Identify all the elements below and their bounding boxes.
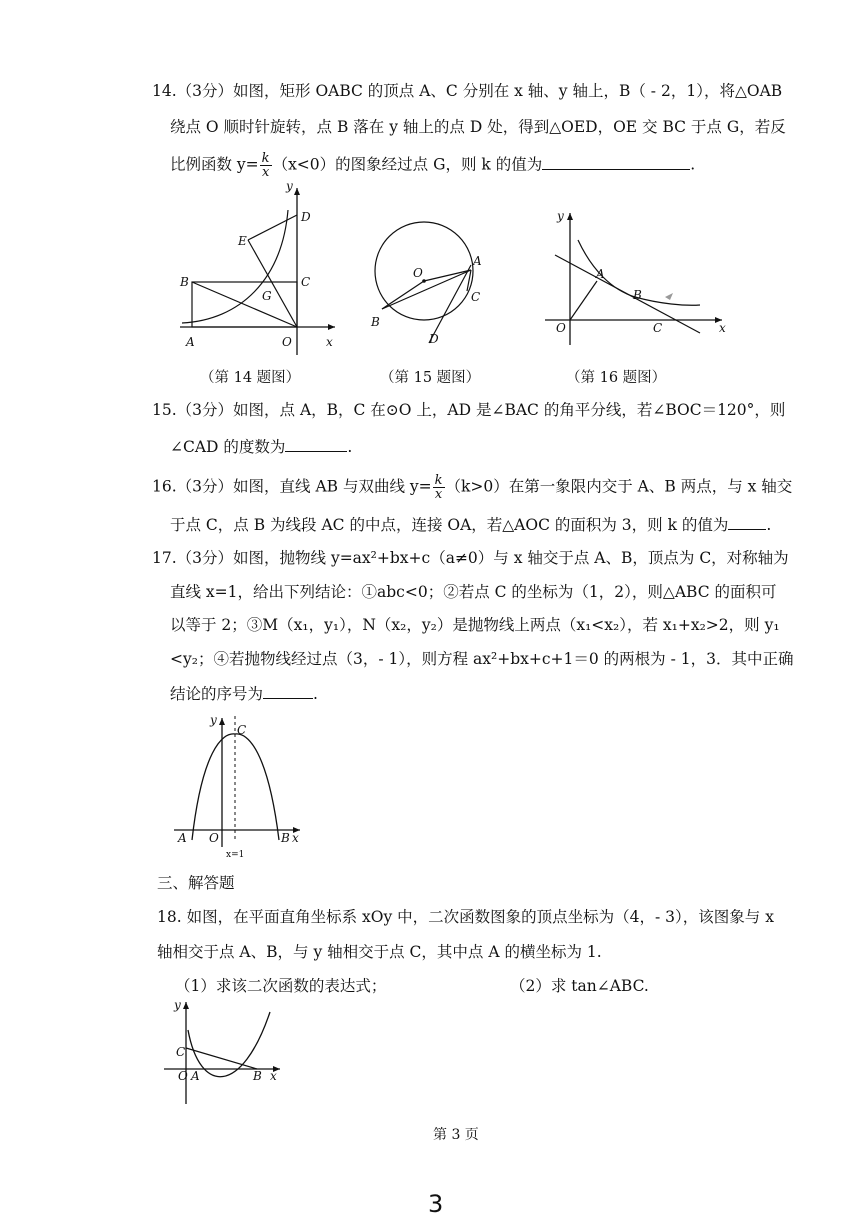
q14-text: （x<0）的图象经过点 G，则 k 的值为 <box>272 155 543 174</box>
svg-text:y: y <box>174 998 181 1012</box>
figure-16-labels <box>556 209 726 335</box>
caption-figure-14: （第 14 题图） <box>200 370 301 386</box>
svg-text:A: A <box>178 831 187 845</box>
q17-line-5: 结论的序号为 . <box>170 682 318 705</box>
svg-text:y: y <box>557 209 564 223</box>
figure-17-labels <box>177 713 299 860</box>
svg-text:B: B <box>371 315 380 329</box>
q14-line-3: 比例函数 y= $\frac{k}{x}$ （x<0）的图象经过点 G，则 k 的值为 . <box>170 151 696 180</box>
svg-text:C: C <box>653 321 663 335</box>
svg-text:A: A <box>186 335 195 349</box>
svg-text:x: x <box>326 335 333 349</box>
figure-15 <box>365 205 505 350</box>
svg-text:C: C <box>471 290 481 304</box>
svg-text:B: B <box>281 831 290 845</box>
q18-line-2: 轴相交于点 A、B，与 y 轴相交于点 C，其中点 A 的横坐标为 1. <box>157 943 602 961</box>
fraction-k-over-x: $\frac{k}{x}$ <box>261 151 270 180</box>
figure-17 <box>172 712 307 862</box>
q16-line-1: 16.（3分）如图，直线 AB 与双曲线 y= $\frac{k}{x}$ （k>0）在第一象限内交于 A、B 两点，与 x 轴交 <box>152 473 793 502</box>
svg-text:A: A <box>473 254 482 268</box>
figure-18 <box>162 1000 287 1110</box>
q15-line-1: 15.（3分）如图，点 A，B，C 在⊙O 上，AD 是∠BAC 的角平分线，若∠BOC＝120°，则 <box>152 401 786 419</box>
svg-text:O: O <box>178 1069 188 1083</box>
q17-line-4: <y₂；④若抛物线经过点（3，- 1），则方程 ax²+bx+c+1＝0 的两根为 - 1，3．其中正确 <box>170 650 794 668</box>
caption-figure-16: （第 16 题图） <box>566 370 667 386</box>
svg-text:B: B <box>180 275 189 289</box>
fraction-k-over-x: $\frac{k}{x}$ <box>434 473 443 502</box>
svg-text:O: O <box>413 266 423 280</box>
svg-text:G: G <box>262 289 272 303</box>
q18-line-1: 18. 如图，在平面直角坐标系 xOy 中，二次函数图象的顶点坐标为（4，- 3），该图象与 x <box>157 908 774 926</box>
svg-text:C: C <box>176 1045 186 1059</box>
figure-14 <box>170 180 350 365</box>
q14-line-1: 14.（3分）如图，矩形 OABC 的顶点 A、C 分别在 x 轴、y 轴上，B（ - 2，1），将△OAB <box>152 82 783 100</box>
svg-text:x: x <box>292 831 299 845</box>
q14-text: 比例函数 y= <box>170 155 259 174</box>
figure-18-labels <box>173 998 277 1083</box>
figure-14-labels <box>179 179 333 349</box>
q17-line-1: 17.（3分）如图，抛物线 y=ax²+bx+c（a≠0）与 x 轴交于点 A、B，顶点为 C，对称轴为 <box>152 549 789 567</box>
q17-line-2: 直线 x=1，给出下列结论：①abc<0；②若点 C 的坐标为（1，2），则△ABC 的面积可 <box>170 583 777 601</box>
q16-line-2: 于点 C，点 B 为线段 AC 的中点，连接 OA，若△AOC 的面积为 3，则 k 的值为 . <box>170 513 771 536</box>
svg-text:y: y <box>210 713 217 727</box>
svg-text:x: x <box>270 1069 277 1083</box>
answer-blank-15[interactable] <box>285 435 347 452</box>
q15-line-2: ∠CAD 的度数为 . <box>170 435 352 458</box>
caption-figure-15: （第 15 题图） <box>380 370 481 386</box>
svg-text:E: E <box>238 234 247 248</box>
figure-16 <box>540 205 735 345</box>
svg-text:y: y <box>286 179 293 193</box>
q18-part-1: （1）求该二次函数的表达式； <box>175 977 387 995</box>
q18-part-2: （2）求 tan∠ABC. <box>510 977 649 995</box>
svg-text:A: A <box>596 267 605 281</box>
page-label: 第 3 页 <box>433 1127 479 1143</box>
svg-text:C: C <box>237 723 247 737</box>
page-number: 3 <box>428 1190 444 1218</box>
svg-text:D: D <box>301 210 311 224</box>
svg-text:B: B <box>253 1069 262 1083</box>
svg-text:O: O <box>556 321 566 335</box>
svg-text:O: O <box>209 831 219 845</box>
svg-text:B: B <box>633 288 642 302</box>
answer-blank-17[interactable] <box>263 682 313 699</box>
svg-text:A: A <box>191 1069 200 1083</box>
q17-line-3: 以等于 2；③M（x₁，y₁），N（x₂，y₂）是抛物线上两点（x₁<x₂），若 x₁+x₂>2，则 y₁ <box>170 616 780 634</box>
svg-text:C: C <box>301 275 311 289</box>
answer-blank-16[interactable] <box>728 513 766 530</box>
q14-line-2: 绕点 O 顺时针旋转，点 B 落在 y 轴上的点 D 处，得到△OED，OE 交 BC 于点 G，若反 <box>170 118 786 136</box>
svg-text:x: x <box>719 321 726 335</box>
svg-text:O: O <box>282 335 292 349</box>
answer-blank-14[interactable] <box>542 153 690 170</box>
figure-15-labels <box>370 254 482 346</box>
svg-text:D: D <box>429 332 439 346</box>
section-3-title: 三、解答题 <box>157 874 235 892</box>
svg-text:x=1: x=1 <box>226 850 245 860</box>
